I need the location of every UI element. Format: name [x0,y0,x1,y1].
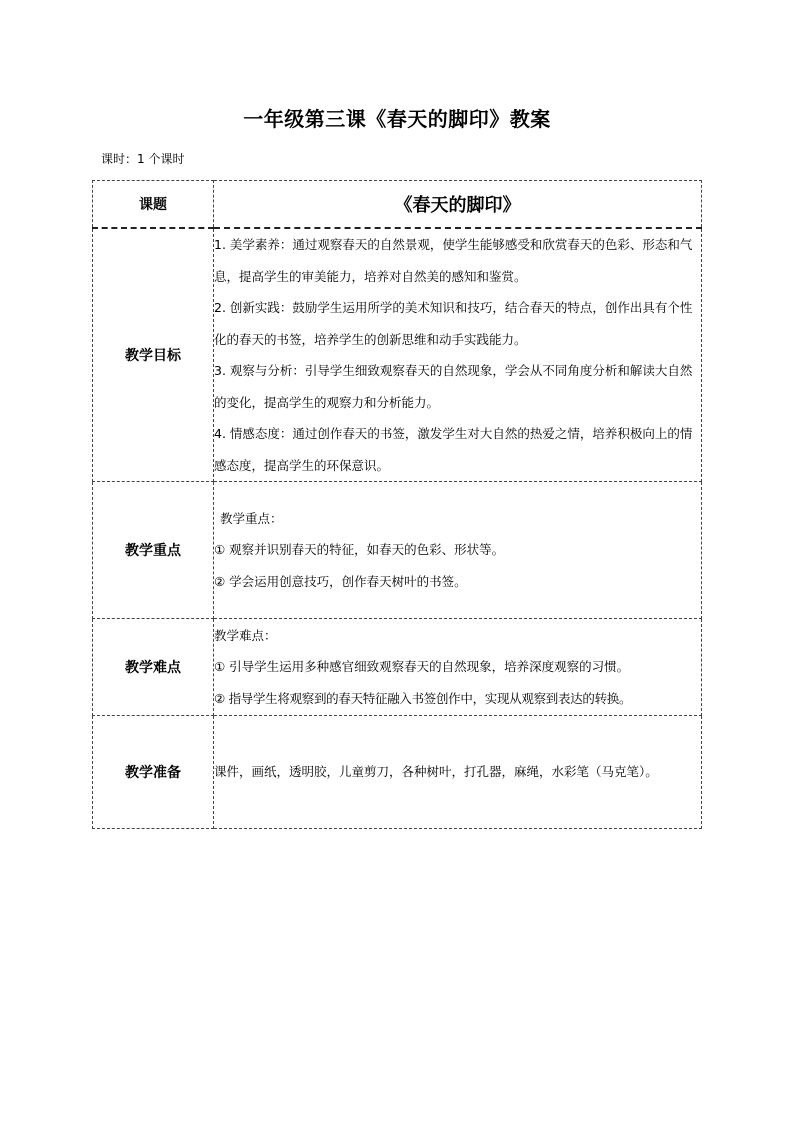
focus-label: 教学重点 [93,482,214,619]
focus-content [214,482,702,619]
lesson-duration: 课时：1 个课时 [101,152,185,166]
focus-heading: 教学重点： [220,510,283,526]
table-row-topic [93,181,702,229]
difficulties-label: 教学难点 [93,619,214,716]
table-row-preparation [93,716,702,829]
difficulty-item: ① 引导学生运用多种感官细致观察春天的自然现象，培养深度观察的习惯。 [214,659,630,675]
preparation-label: 教学准备 [93,716,214,829]
document-title: 一年级第三课《春天的脚印》教案 [243,107,551,131]
topic-value: 《春天的脚印》 [214,181,702,229]
preparation-text: 课件，画纸，透明胶，儿童剪刀，各种树叶，打孔器，麻绳，水彩笔（马克笔）。 [214,764,658,780]
goals-content [214,228,702,482]
difficulty-item: ② 指导学生将观察到的春天特征融入书签创作中，实现从观察到表达的转换。 [214,690,632,706]
focus-item: ② 学会运用创意技巧，创作春天树叶的书签。 [214,573,467,589]
table-row-focus [93,482,702,619]
difficulties-heading: 教学难点： [214,627,277,643]
topic-label: 课题 [93,181,214,229]
preparation-content [214,716,702,829]
focus-item: ① 观察并识别春天的特征，如春天的色彩、形状等。 [214,542,505,558]
table-row-goals [93,228,702,482]
goal-item: 3. 观察与分析：引导学生细致观察春天的自然现象，学会从不同角度分析和解读大自然的变化，提高学生的观察力和分析能力。 [214,363,693,410]
lesson-plan-table [92,180,702,829]
goal-item: 2. 创新实践：鼓励学生运用所学的美术知识和技巧，结合春天的特点，创作出具有个性化的春天的书签，培养学生的创新思维和动手实践能力。 [214,300,693,347]
difficulties-content [214,619,702,716]
goals-label: 教学目标 [93,228,214,482]
table-row-difficulties [93,619,702,716]
goal-item: 1. 美学素养：通过观察春天的自然景观，使学生能够感受和欣赏春天的色彩、形态和气息，提高学生的审美能力，培养对自然美的感知和鉴赏。 [214,237,693,284]
goal-item: 4. 情感态度：通过创作春天的书签，激发学生对大自然的热爱之情，培养积极向上的情感态度，提高学生的环保意识。 [214,426,693,473]
